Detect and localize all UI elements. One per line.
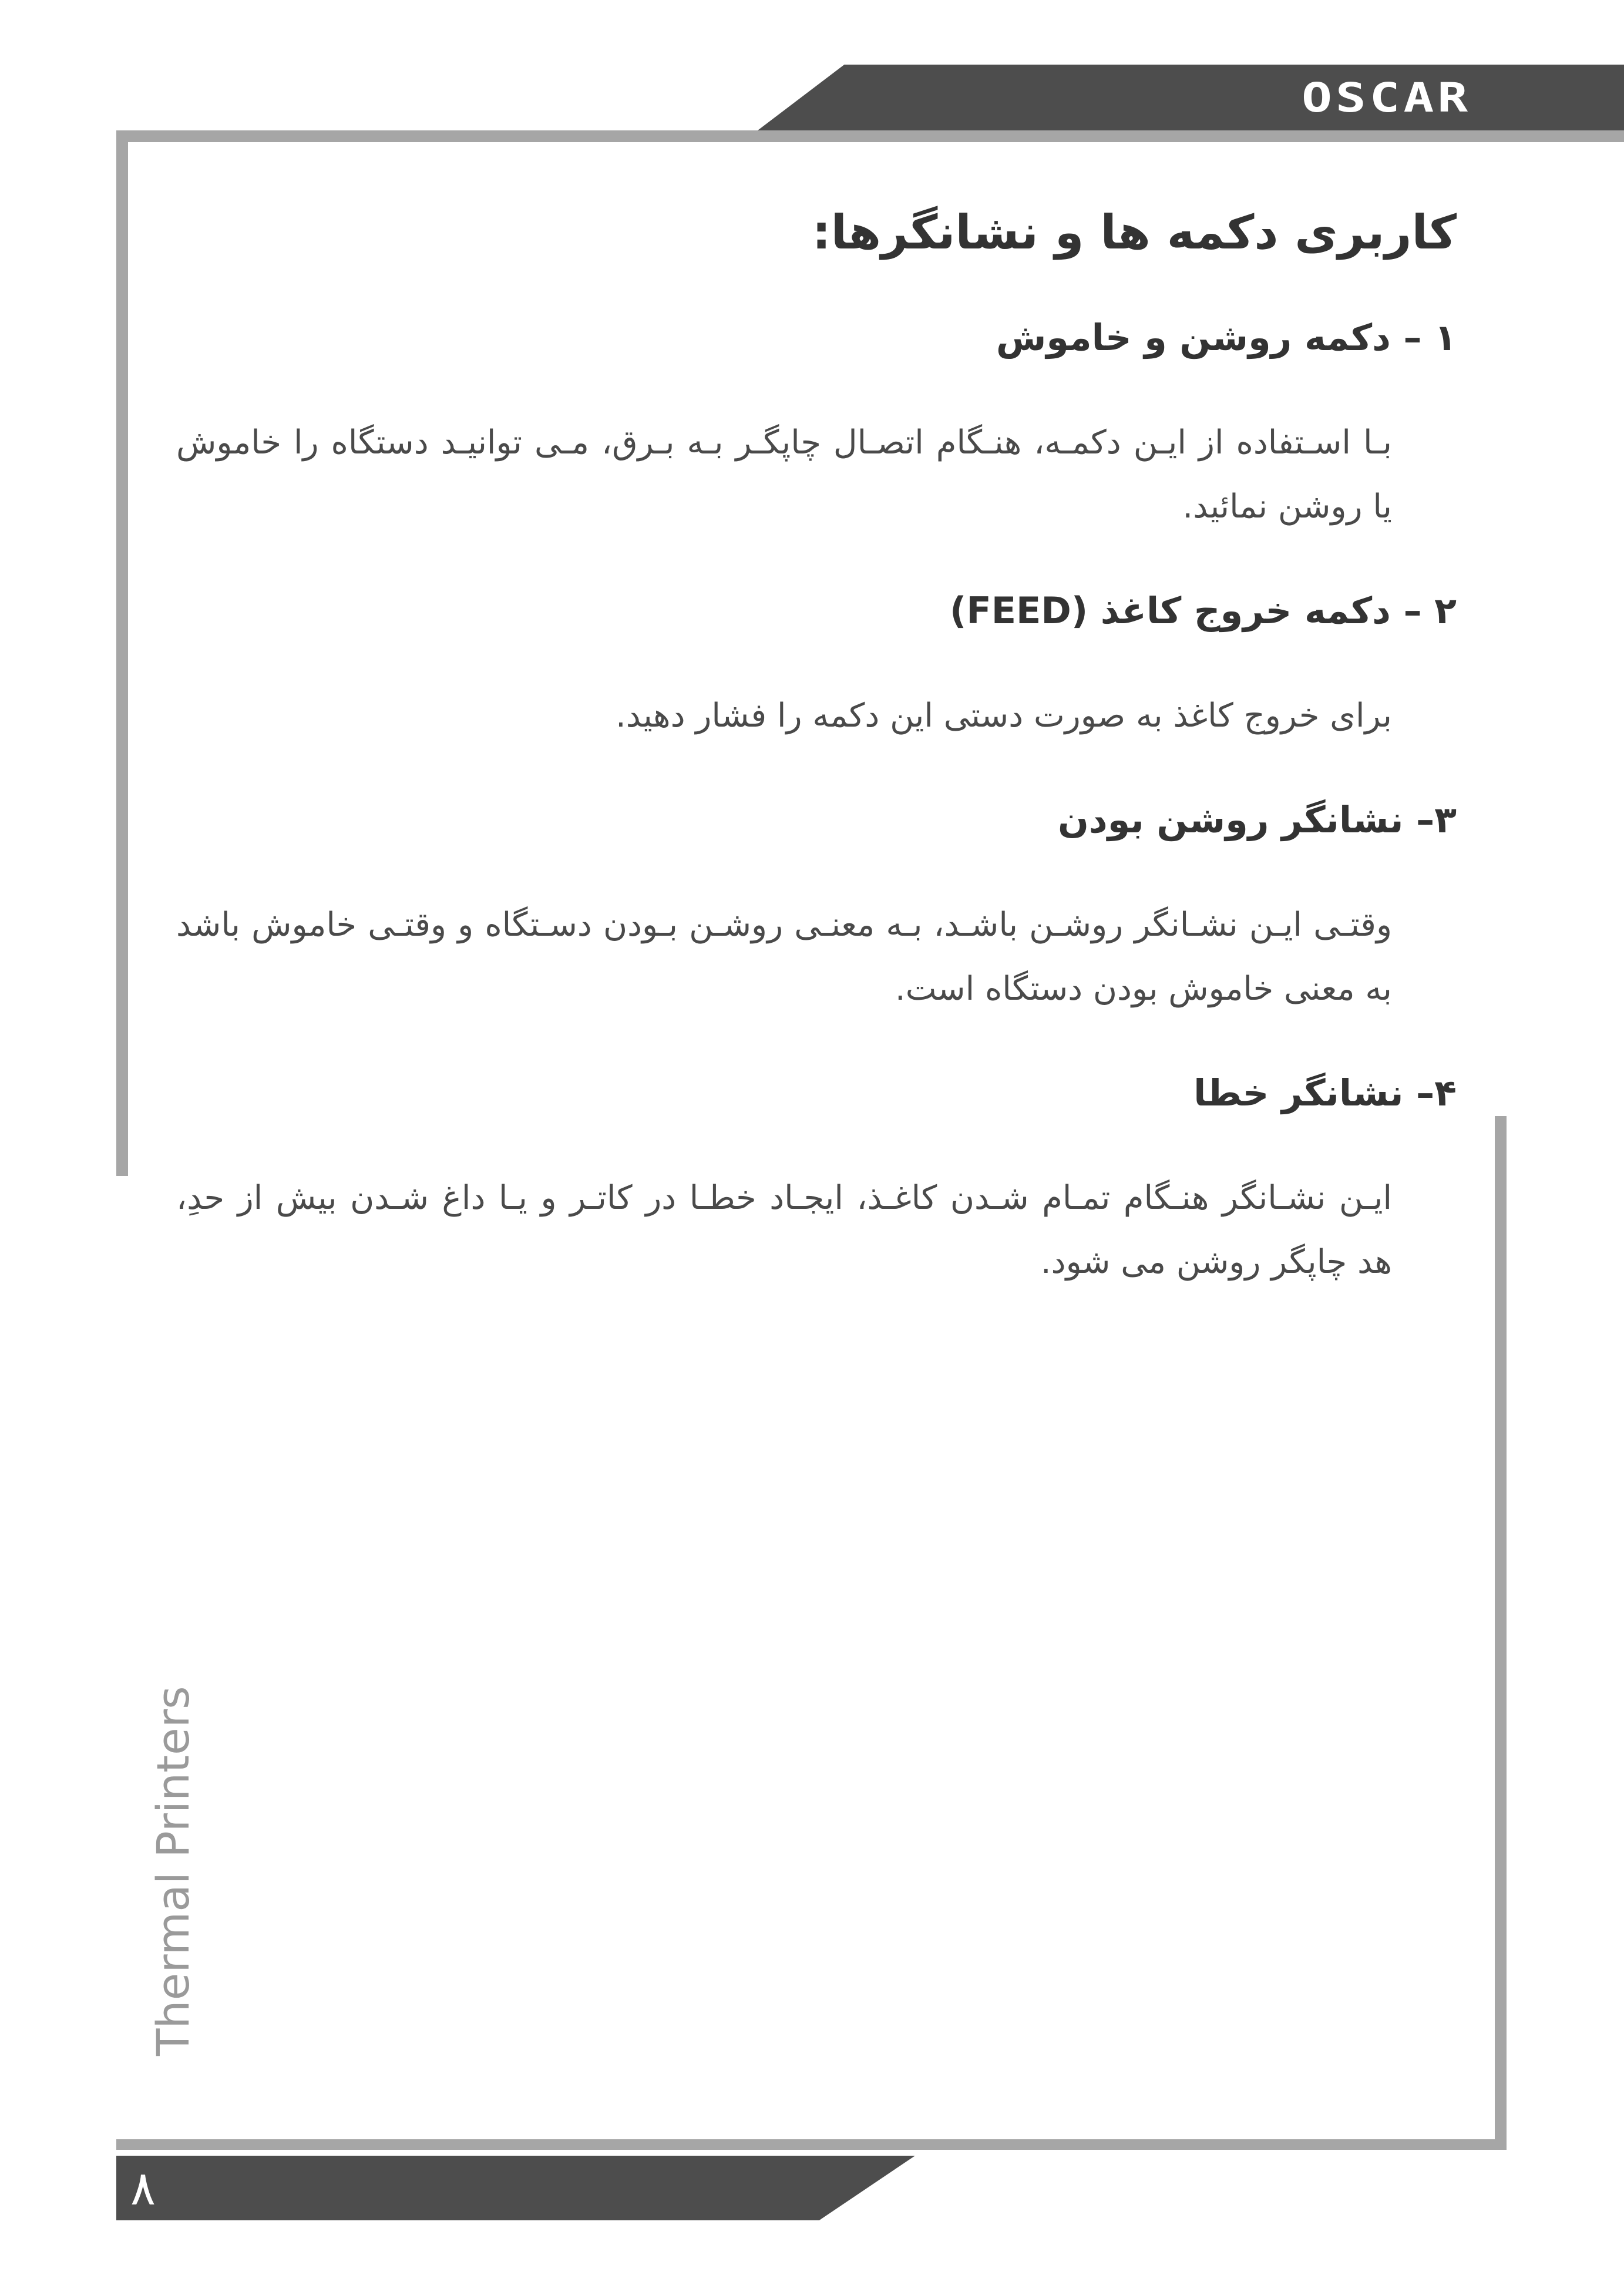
section-heading: ۴– نشانگر خطا xyxy=(1193,1071,1457,1115)
frame-right-line xyxy=(1495,1116,1507,2150)
side-label: Thermal Printers xyxy=(147,1686,199,2056)
page-title: کاربری دکمه ها و نشانگرها: xyxy=(812,205,1457,260)
footer-band xyxy=(116,2156,915,2220)
section-heading: ۲ – دکمه خروج کاغذ (FEED) xyxy=(950,589,1457,633)
section-feed-button xyxy=(176,586,1457,748)
page-number: ۸ xyxy=(130,2161,156,2216)
header-band xyxy=(758,65,1624,130)
section-heading: ۱ – دکمه روشن و خاموش xyxy=(996,316,1457,359)
section-error-indicator xyxy=(176,1068,1457,1294)
brand-logo: OSCAR xyxy=(1302,75,1471,122)
section-body: ایـن نشـانگر هنـگام تمـام شـدن کاغـذ، ایجـاد خطـا در کاتـر و یـا داغ شـدن بیش از حدِ، هد چاپگر روشن می شود. xyxy=(176,1179,1392,1282)
section-power-indicator xyxy=(176,795,1457,1021)
frame-bottom-line xyxy=(116,2139,1507,2150)
page-content xyxy=(176,200,1457,1342)
frame-top-line xyxy=(116,130,1624,142)
section-heading: ۳– نشانگر روشن بودن xyxy=(1057,798,1457,842)
frame-left-line xyxy=(116,130,128,1176)
section-power-button xyxy=(176,312,1457,539)
section-body: وقتـی ایـن نشـانگر روشـن باشـد، بـه معنـی روشـن بـودن دسـتگاه و وقتـی خاموش باشد به معنی خاموش بودن دستگاه است. xyxy=(176,905,1392,1009)
section-body: بـا اسـتفاده از ایـن دکمـه، هنـگام اتصـال چاپگـر بـه بـرق، مـی توانیـد دستگاه را خاموش یا روشن نمائید. xyxy=(176,423,1392,526)
section-body: برای خروج کاغذ به صورت دستی این دکمه را فشار دهید. xyxy=(615,696,1392,735)
